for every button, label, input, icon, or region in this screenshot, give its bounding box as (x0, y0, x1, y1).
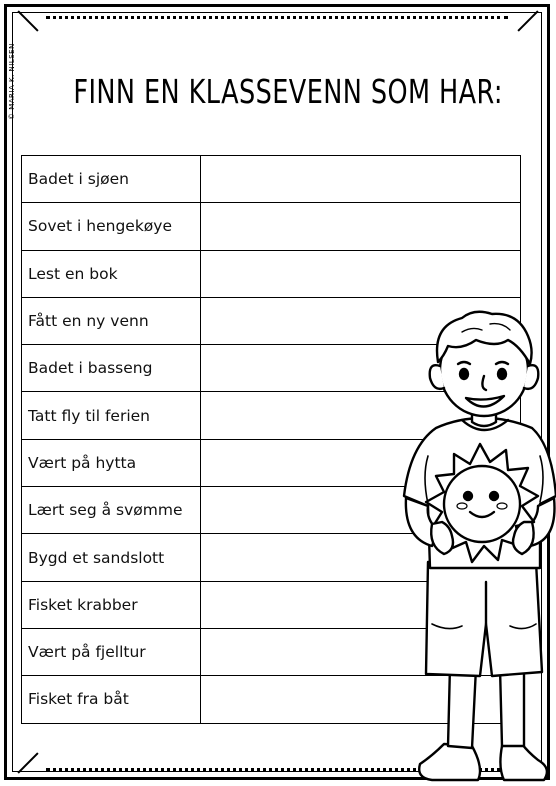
item-label: Vært på fjelltur (22, 628, 201, 675)
copyright-credit: © MARIA K. NILSEN (8, 43, 16, 120)
item-label: Badet i basseng (22, 345, 201, 392)
name-write-in-cell[interactable] (201, 203, 521, 250)
name-write-in-cell[interactable] (201, 156, 521, 203)
item-label: Bygd et sandslott (22, 534, 201, 581)
boy-holding-sun-icon (392, 306, 556, 784)
item-label: Sovet i hengekøye (22, 203, 201, 250)
table-row (22, 250, 521, 297)
name-write-in-cell[interactable] (201, 250, 521, 297)
item-label: Badet i sjøen (22, 156, 201, 203)
table-row (22, 156, 521, 203)
item-label: Lest en bok (22, 250, 201, 297)
table-row (22, 203, 521, 250)
item-label: Lært seg å svømme (22, 487, 201, 534)
dotted-border-top (46, 16, 508, 19)
item-label: Tatt fly til ferien (22, 392, 201, 439)
item-label: Fisket fra båt (22, 676, 201, 723)
item-label: Fisket krabber (22, 581, 201, 628)
item-label: Vært på hytta (22, 439, 201, 486)
item-label: Fått en ny venn (22, 297, 201, 344)
page-title: FINN EN KLASSEVENN SOM HAR: (73, 72, 503, 111)
